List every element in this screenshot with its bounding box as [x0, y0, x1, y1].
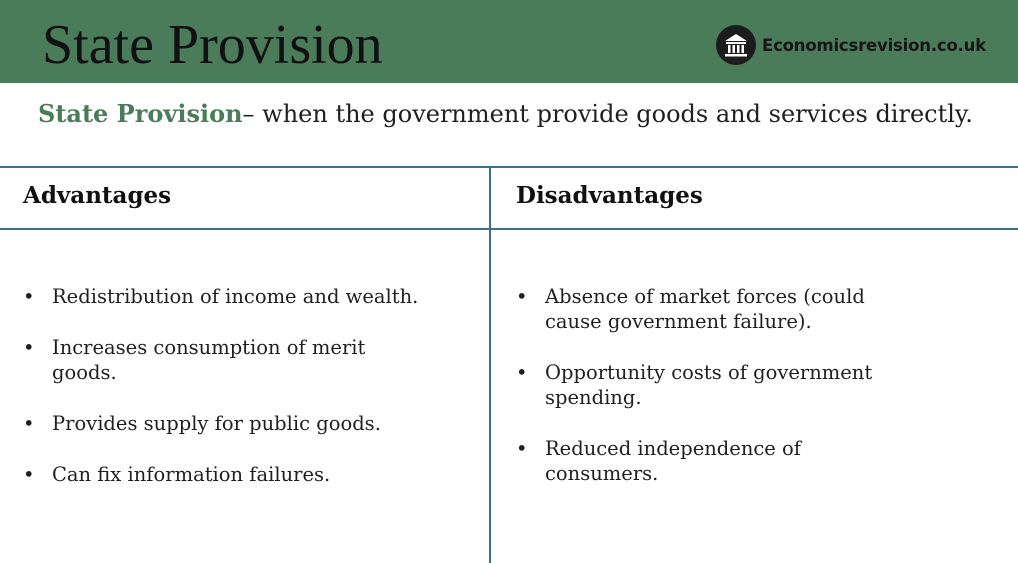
disadvantages-list [516, 284, 916, 512]
list-item: • Can fix information failures. [23, 462, 473, 487]
definition-term: State Provision [38, 99, 243, 128]
definition [38, 96, 973, 132]
header-bar [0, 0, 1018, 83]
list-item: • Opportunity costs of government spending. [516, 360, 905, 410]
advantages-heading: Advantages [23, 182, 172, 209]
list-item: • Reduced independence of consumers. [516, 436, 916, 486]
advantages-list [23, 284, 473, 513]
brand-logo [716, 24, 986, 66]
classical-building-icon [716, 25, 756, 65]
definition-text: – when the government provide goods and services directly. [242, 100, 973, 128]
list-item: • Absence of market forces (could cause government failure). [516, 284, 885, 334]
column-divider [489, 167, 491, 563]
disadvantages-heading: Disadvantages [516, 182, 703, 209]
page-title: State Provision [42, 14, 383, 76]
list-item: • Redistribution of income and wealth. [23, 284, 473, 309]
brand-name: Economicsrevision.co.uk [762, 35, 986, 55]
list-item: • Increases consumption of merit goods. [23, 335, 412, 385]
list-item: • Provides supply for public goods. [23, 411, 473, 436]
table-header-divider [0, 228, 1018, 230]
table-top-divider [0, 166, 1018, 168]
